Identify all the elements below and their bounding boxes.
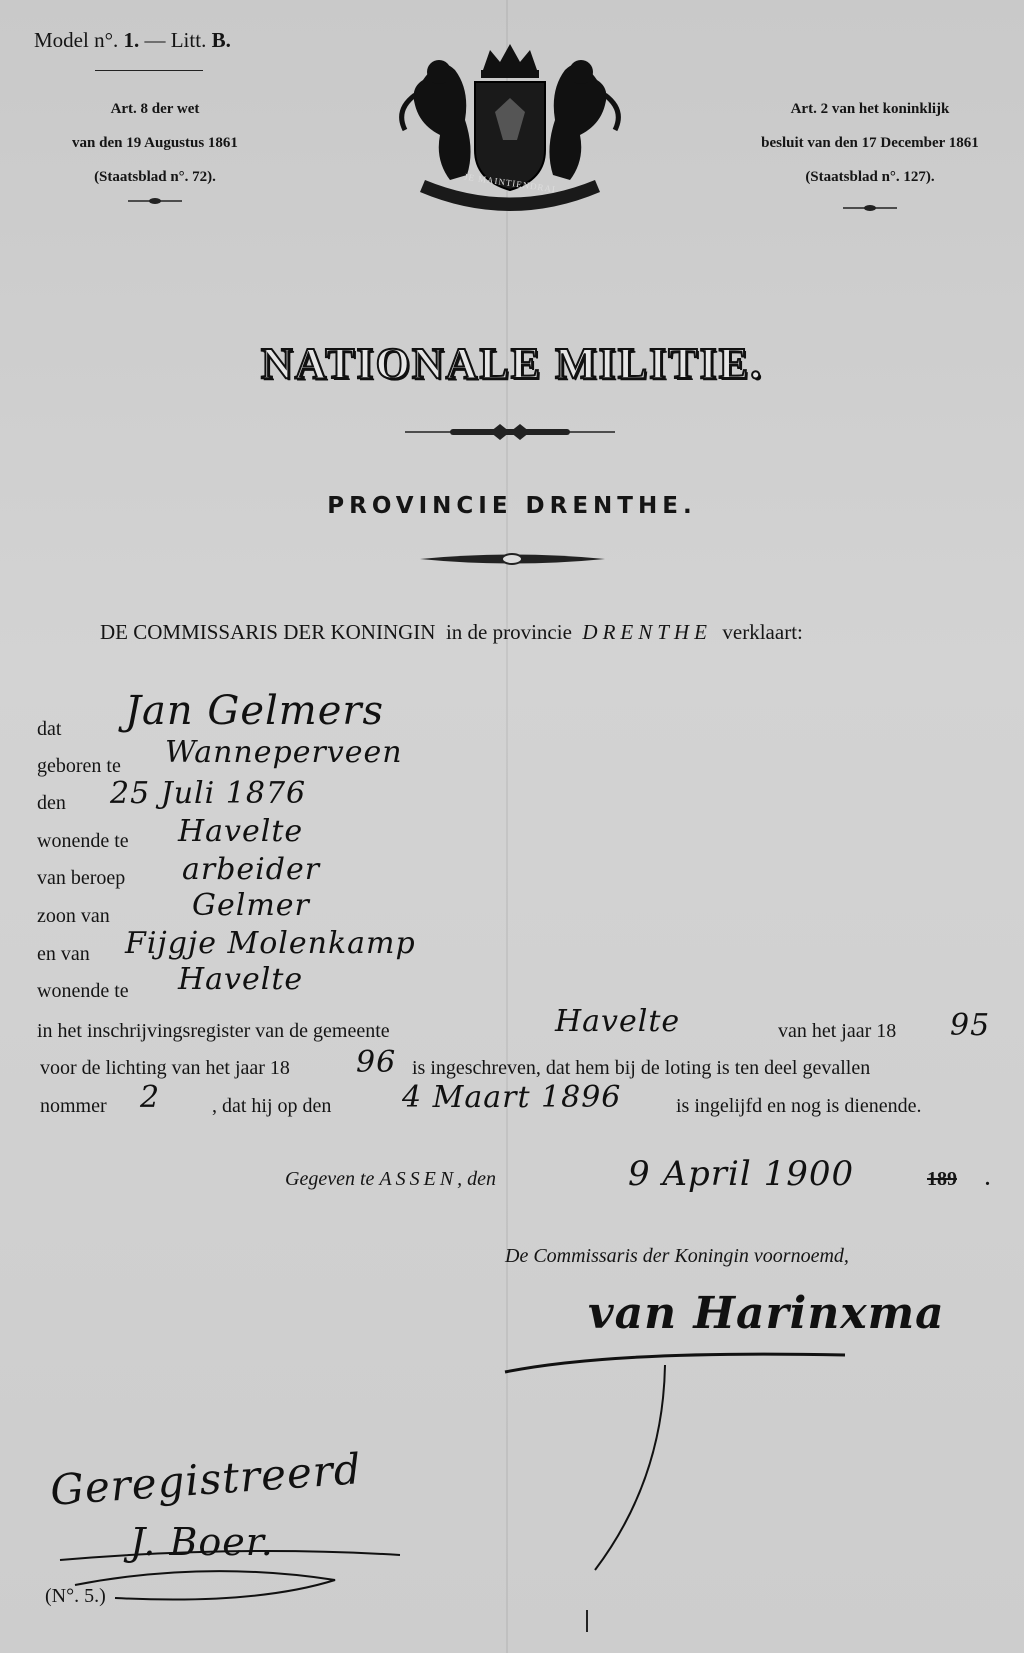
header-right-line2: besluit van den 17 December 1861 — [761, 135, 979, 151]
registered-flourish — [55, 1540, 415, 1610]
signature-title: De Commissaris der Koningin voornoemd, — [505, 1245, 849, 1267]
field-geboren-value: Wanneperveen — [165, 735, 403, 770]
signature-name: van Harinxma — [588, 1288, 945, 1339]
model-separator: — — [144, 28, 166, 52]
field-wonende2-value: Havelte — [178, 962, 304, 997]
model-line — [34, 28, 231, 53]
bottom-mark — [586, 1610, 588, 1632]
field-beroep-value: arbeider — [182, 852, 321, 887]
model-letter: B. — [211, 28, 231, 52]
given-den: , den — [457, 1168, 497, 1190]
header-left-line2: van den 19 Augustus 1861 — [72, 135, 238, 151]
declaration-province: DRENTHE — [582, 620, 712, 644]
coat-of-arms-motto: JE MAINTIENDRAI — [463, 171, 557, 195]
register-line2-text: voor de lichting van het jaar 18 — [40, 1057, 290, 1079]
given-prefix: Gegeven te — [285, 1168, 375, 1190]
header-left-line1: Art. 8 der wet — [110, 101, 200, 117]
header-right-ornament — [843, 203, 897, 213]
field-dat-label: dat — [37, 718, 62, 740]
model-litt: Litt. — [170, 28, 207, 52]
register-line3-rest: is ingelijfd en nog is dienende. — [676, 1095, 922, 1117]
field-wonende-label: wonende te — [37, 830, 129, 852]
model-number: 1. — [123, 28, 140, 52]
field-moeder-label: en van — [37, 943, 90, 965]
register-nommer-label: nommer — [40, 1095, 107, 1117]
register-line1-text: in het inschrijvingsregister van de gemeente — [37, 1020, 390, 1042]
registered-name: J. Boer. — [130, 1520, 274, 1564]
field-moeder-value: Fijgje Molenkamp — [125, 926, 416, 961]
title-ornament — [405, 422, 615, 442]
province-ornament — [420, 552, 605, 566]
declaration-line — [100, 620, 803, 645]
field-dat-value: Jan Gelmers — [125, 688, 385, 734]
registered-word: Geregistreerd — [48, 1444, 364, 1515]
register-gemeente: Havelte — [555, 1004, 681, 1039]
page-title: NATIONALE MILITIE. — [260, 339, 764, 388]
model-underline — [95, 70, 203, 71]
coat-of-arms-icon — [395, 40, 625, 215]
header-right-block — [735, 92, 1005, 194]
field-wonende2-label: wonende te — [37, 980, 129, 1002]
province-heading: PROVINCIE DRENTHE. — [327, 493, 697, 519]
header-right-line1: Art. 2 van het koninklijk — [790, 101, 950, 117]
header-left-line3: (Staatsblad n°. 72). — [94, 169, 216, 185]
register-line2-rest: is ingeschreven, dat hem bij de loting is ten deel gevallen — [412, 1057, 871, 1079]
field-geboren-label: geboren te — [37, 755, 121, 777]
field-zoon-value: Gelmer — [192, 888, 310, 923]
header-left-ornament — [128, 196, 182, 206]
register-line3-text: , dat hij op den — [212, 1095, 332, 1117]
model-prefix: Model n°. — [34, 28, 119, 52]
header-right-line3: (Staatsblad n°. 127). — [805, 169, 935, 185]
given-date: 9 April 1900 — [628, 1154, 855, 1194]
register-year: 95 — [950, 1008, 991, 1043]
register-lichting-year: 96 — [356, 1045, 397, 1080]
registered-number: (N°. 5.) — [45, 1585, 106, 1607]
field-den-value: 25 Juli 1876 — [110, 776, 307, 811]
declaration-in-provincie: in de provincie — [445, 620, 572, 644]
header-left-block — [40, 92, 270, 194]
given-line — [285, 1168, 496, 1191]
register-ingelijfd-date: 4 Maart 1896 — [402, 1080, 622, 1115]
field-zoon-label: zoon van — [37, 905, 110, 927]
field-beroep-label: van beroep — [37, 867, 126, 889]
given-dot: . — [985, 1168, 990, 1190]
field-den-label: den — [37, 792, 66, 814]
declaration-verklaart: verklaart: — [722, 620, 803, 644]
signature-flourish — [495, 1330, 975, 1580]
register-nummer: 2 — [140, 1080, 161, 1115]
given-struck-year: 189 — [927, 1168, 957, 1190]
given-place: ASSEN — [379, 1168, 458, 1190]
register-year-prefix: van het jaar 18 — [778, 1020, 897, 1042]
declaration-commissaris: DE COMMISSARIS DER KONINGIN — [100, 620, 436, 644]
field-wonende-value: Havelte — [178, 814, 304, 849]
